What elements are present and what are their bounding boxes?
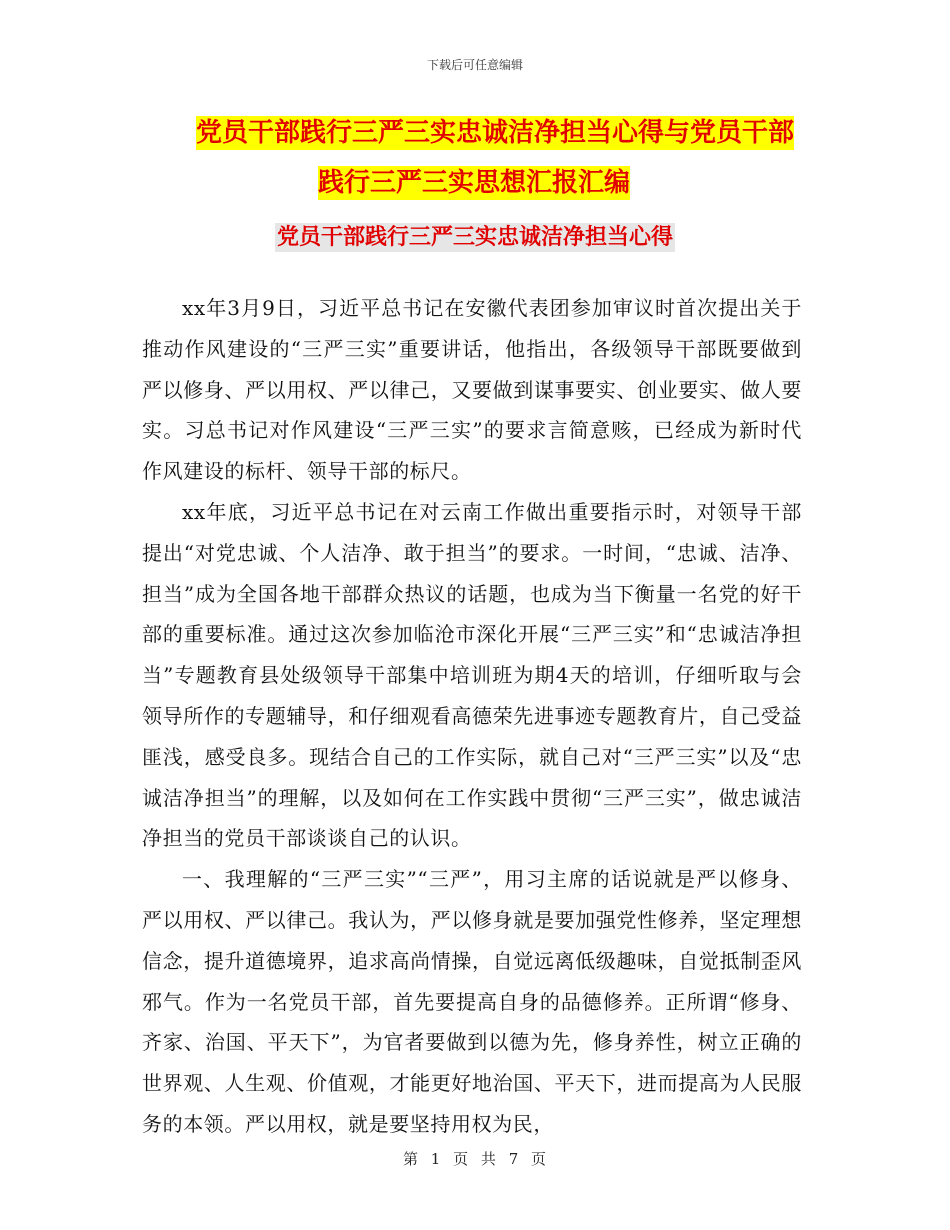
title-highlight-1: 党员干部践行三严三实忠诚洁净担当心得与党员干部: [196, 118, 795, 148]
footer-total-pages: 7: [508, 1150, 520, 1168]
body-text: [142, 288, 802, 1145]
footer-suffix: 页: [531, 1150, 548, 1168]
document-title: [150, 108, 850, 208]
footer-prefix: 第: [402, 1150, 419, 1168]
footer-page-label: 页: [453, 1150, 470, 1168]
footer-page-number: 1: [430, 1150, 442, 1168]
paragraph-3: 一、我理解的“三严三实”“三严”，用习主席的话说就是严以修身、严以用权、严以律己。我认为，严以修身就是要加强党性修养，坚定理想信念，提升道德境界，追求高尚情操，自觉远离低级趣味，自觉抵制歪风邪气。作为一名党员干部，首先要提高自身的品德修养。正所谓“修身、齐家、治国、平天下”，为官者要做到以德为先，修身养性，树立正确的世界观、人生观、价值观，才能更好地治国、平天下，进而提高为人民服务的本领。严以用权，就是要坚持用权为民，: [142, 867, 802, 1136]
header-note: 下载后可任意编辑: [426, 58, 523, 72]
title-highlight-2: 践行三严三实思想汇报汇编: [318, 168, 631, 198]
section-title-text: 党员干部践行三严三实忠诚洁净担当心得: [276, 225, 673, 250]
section-title: [0, 218, 950, 258]
document-title-line-1: [150, 108, 850, 158]
paragraph-1: xx年3月9日，习近平总书记在安徽代表团参加审议时首次提出关于推动作风建设的“三严三实”重要讲话，他指出，各级领导干部既要做到严以修身、严以用权、严以律己，又要做到谋事要实、创业要实、做人要实。习总书记对作风建设“三严三实”的要求言简意赅，已经成为新时代作风建设的标杆、领导干部的标尺。: [142, 296, 802, 484]
paragraph-2: xx年底，习近平总书记在对云南工作做出重要指示时，对领导干部提出“对党忠诚、个人洁净、敢于担当”的要求。一时间，“忠诚、洁净、担当”成为全国各地干部群众热议的话题，也成为当下衡量一名党的好干部的重要标准。通过这次参加临沧市深化开展“三严三实”和“忠诚洁净担当”专题教育县处级领导干部集中培训班为期4天的培训，仔细听取与会领导所作的专题辅导，和仔细观看高德荣先进事迹专题教育片，自己受益匪浅，感受良多。现结合自己的工作实际，就自己对“三严三实”以及“忠诚洁净担当”的理解，以及如何在工作实践中贯彻“三严三实”，做忠诚洁净担当的党员干部谈谈自己的认识。: [142, 499, 802, 851]
footer-total-label: 共: [480, 1150, 497, 1168]
document-title-line-2: [150, 158, 850, 208]
page-footer: [0, 1148, 950, 1169]
